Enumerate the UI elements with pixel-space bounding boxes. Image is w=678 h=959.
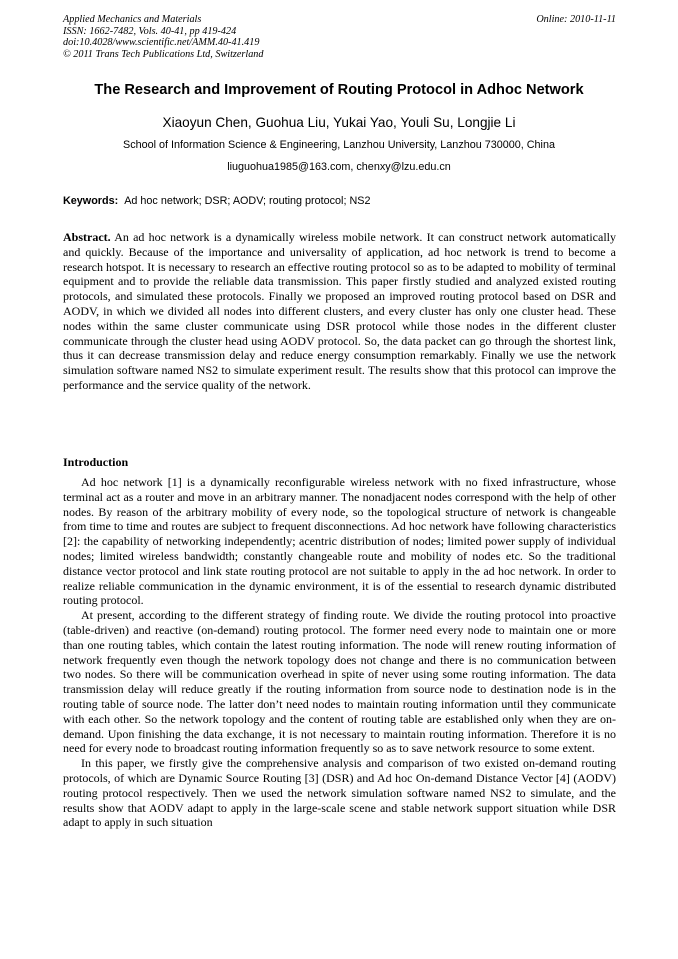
affiliation: School of Information Science & Engineering, Lanzhou University, Lanzhou 730000, China [123, 139, 555, 151]
intro-paragraph: In this paper, we firstly give the comprehensive analysis and comparison of two existed on-demand routing protocols, of which are Dynamic Source Routing [3] (DSR) and Ad hoc On-demand Distance Vector [4] (AODV) routing protocol respectively. Then we used the network simulation software named NS2 to simulate, and the results show that AODV adapt to apply in the large-scale scene and stable network support situation while DSR adapt to apply in such situation [63, 756, 616, 830]
keywords-text: Ad hoc network; DSR; AODV; routing protocol; NS2 [124, 195, 371, 207]
keywords [63, 195, 616, 207]
online-date: Online: 2010-11-11 [536, 14, 616, 25]
introduction-heading: Introduction [63, 455, 129, 469]
intro-paragraph: Ad hoc network [1] is a dynamically reconfigurable wireless network with no fixed infrastructure, whose terminal act as a router and move in an arbitrary manner. The nonadjacent nodes correspond with the help of other nodes. By reason of the arbitrary mobility of every node, so the topological structure of network is changeable from time to time and routes are subject to frequent disconnections. Ad hoc network have following characteristics [2]: the capability of networking independently; acentric distribution of nodes; limited power supply of individual nodes; limited wireless bandwidth; constantly changeable route and mobility of nodes etc. So the traditional distance vector protocol and link state routing protocol are not suitable to apply in the ad hoc network. In order to realize reliable communication in the dynamic environment, it is of the essential to research dynamic distributed routing protocol. [63, 475, 616, 608]
doi-line: doi:10.4028/www.scientific.net/AMM.40-41.419 [63, 37, 260, 49]
journal-header [63, 14, 616, 60]
author-list: Xiaoyun Chen, Guohua Liu, Yukai Yao, Youli Su, Longjie Li [162, 115, 516, 130]
abstract-label: Abstract. [63, 230, 111, 244]
intro-paragraph: At present, according to the different strategy of finding route. We divide the routing protocol into proactive (table-driven) and reactive (on-demand) routing protocol. The former need every node to maintain one or more than one routing tables, which contain the latest routing information. The node will renew routing information of network frequently even though the network topology does not change and there is no communication between two nodes. So there will be communication overhead in spite of never using some routing information. The data transmission delay will reduce greatly if the routing information from source node to destination node is in the routing table of source node. The latter don’t need nodes to maintain routing information until they communicate with each other. So the network topology and the content of routing table are established only when they are on-demand. Upon finishing the data exchange, it is not necessary to maintain routing information. Therefore it is no need for every node to broadcast routing information frequently so as to save network resource to some extent. [63, 608, 616, 756]
abstract-text: An ad hoc network is a dynamically wireless mobile network. It can construct network automatically and quickly. Because of the importance and universality of application, ad hoc network is trend to become a research hotspot. It is necessary to research an effective routing protocol so as to be adapted to mobility of terminal equipment and to provide the reliable data transmission. This paper firstly studied and analyzed existed routing protocols, and simulated these protocols. Finally we proposed an improved routing protocol based on DSR and AODV, in which we divided all nodes into different clusters, and every cluster has only one cluster head. These nodes within the same cluster communicate using DSR protocol while those nodes in the different cluster communicate through the cluster head using AODV protocol. So, the data packet can go through the shortest link, thus it can decrease transmission delay and reduce energy consumption remarkably. Finally we use the network simulation software named NS2 to simulate experiment result. The results show that this protocol can improve the performance and the service quality of the network. [63, 230, 617, 392]
abstract [63, 230, 616, 393]
paper-title: The Research and Improvement of Routing Protocol in Adhoc Network [94, 82, 584, 98]
issn-line: ISSN: 1662-7482, Vols. 40-41, pp 419-424 [63, 25, 237, 37]
copyright-line: © 2011 Trans Tech Publications Ltd, Switzerland [63, 48, 264, 60]
author-emails: liuguohua1985@163.com, chenxy@lzu.edu.cn [227, 161, 451, 173]
introduction-body [63, 475, 616, 830]
keywords-label: Keywords: [63, 195, 119, 207]
journal-name: Applied Mechanics and Materials [63, 14, 202, 25]
